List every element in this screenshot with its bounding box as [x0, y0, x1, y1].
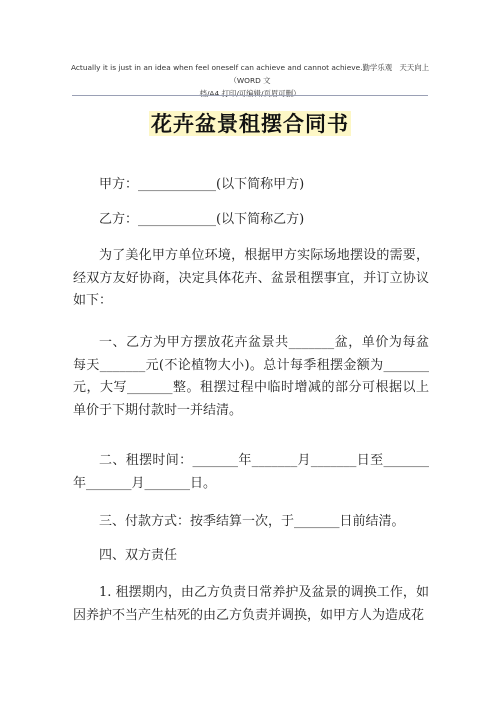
clause-4-heading: 四、双方责任	[99, 548, 178, 563]
header-divider	[72, 95, 428, 96]
intro-paragraph: 为了美化甲方单位环境，根据甲方实际场地摆设的需要，经双方友好协商，决定具体花卉、盆景租摆事宜，并订立协议如下：	[73, 248, 429, 308]
party-b-line: 乙方：____________(以下简称乙方)	[99, 212, 305, 227]
clause-1-paragraph: 一、乙方为甲方摆放花卉盆景共_______盆，单价为每盆每天_______元(不论植物大小)。总计每季租摆金额为_______元，大写_______整。租摆过程中临时增减的部分可根据以上单价于下期付款时一并结清。	[73, 335, 429, 418]
clause-2-paragraph: 二、租摆时间：_______年_______月_______日至_______年_______月_______日。	[73, 453, 429, 491]
document-title	[0, 108, 500, 138]
document-title-text: 花卉盆景租摆合同书	[151, 111, 349, 136]
header-line-2: 档/A4 打印/可编辑/页眉可删）	[199, 89, 301, 98]
clause-3-paragraph: 三、付款方式：按季结算一次，于_______日前结清。	[99, 514, 405, 529]
header-line-1: Actually it is just in an idea when feel oneself can achieve and cannot achieve.勤学乐观 天天向上（WORD 文	[70, 63, 430, 85]
party-a-line: 甲方：____________(以下简称甲方)	[99, 177, 305, 192]
clause-4-1-paragraph: 1. 租摆期内，由乙方负责日常养护及盆景的调换工作，如因养护不当产生枯死的由乙方负责并调换，如甲方人为造成花	[73, 585, 429, 623]
